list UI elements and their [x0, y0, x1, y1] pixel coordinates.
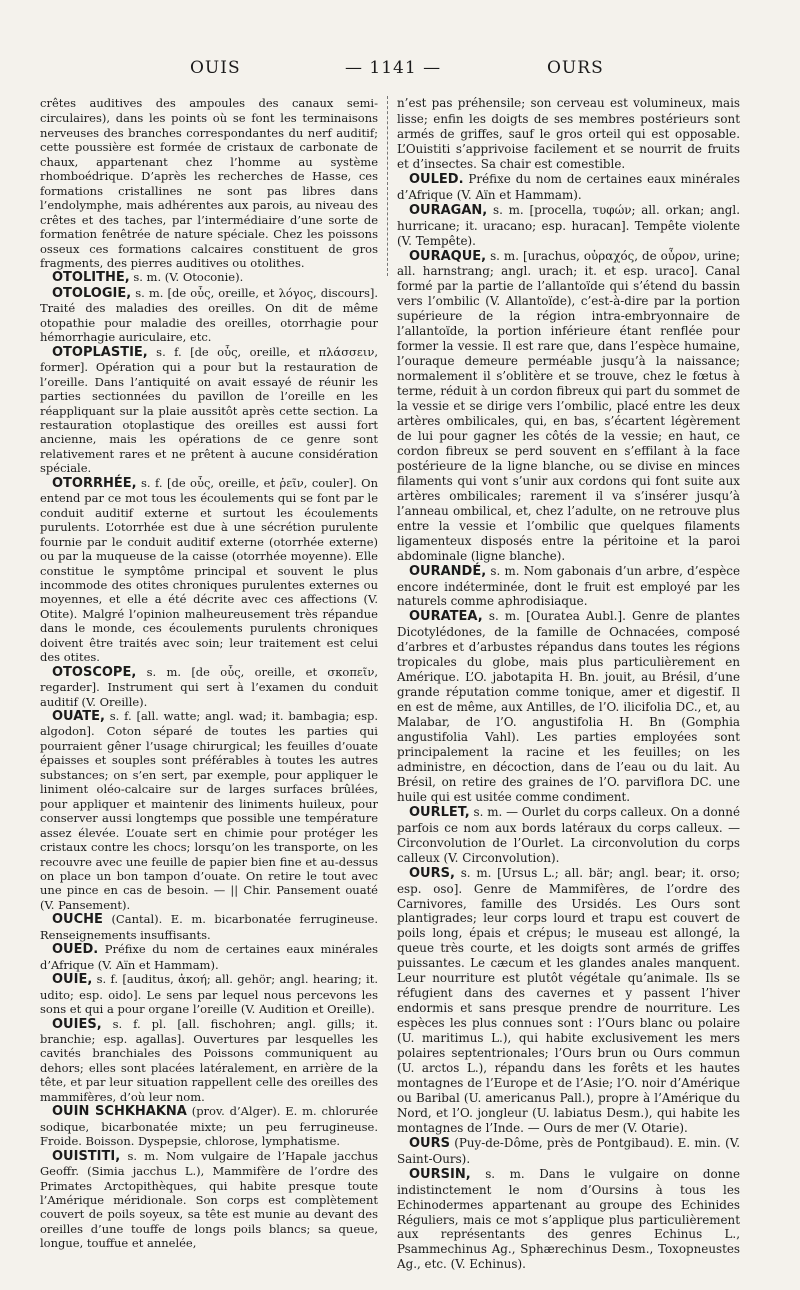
entry-paragraph [397, 172, 740, 203]
entry-text: s. m. Nom vulgaire de l’Hapale jacchus Geoffr. (Simia jacchus L.), Mammifère de l’ordre des Primates Arctopithèques, qui habite presque toute l’Amérique méridionale. Son corps est complètement couvert de poils soyeux, sa tête est munie au devant des oreilles d’une touffe de longs poils blancs; sa queue, longue, touffue et annelée, [40, 1148, 378, 1251]
entry-text: s. m. [de οὖς, oreille, et σκοπεῖν, regarder]. Instrument qui sert à l’examen du conduit auditif (V. Oreille). [40, 664, 378, 709]
entry-text: (Puy-de-Dôme, près de Pontgibaud). E. min. (V. Saint-Ours). [397, 1135, 740, 1166]
headword: OUATE, [52, 709, 105, 725]
entry-text: s. f. [all. watte; angl. wad; it. bambagia; esp. algodon]. Coton séparé de toutes les parties qui pourraient gêner l’usage chirurgical; les feuilles d’ouate épaisses et souples sont préférables à toutes les autres substances; on s’en sert, par exemple, pour appliquer le liniment oléo-calcaire sur de larges surfaces brûlées, pour appliquer et maintenir des liniments huileux, pour conserver aussi longtemps que possible une température assez élevée. L’ouate sert en chimie pour protéger les cristaux contre les chocs; lorsqu’on les transporte, on les recouvre avec une feuille de papier bien fine et au-dessus on place un bon tampon d’ouate. On retire le tout avec une pince en cas de besoin. — || Chir. Pansement ouaté (V. Pansement). [40, 709, 378, 912]
entry-paragraph [397, 96, 740, 172]
headword: OURS [409, 1135, 450, 1151]
entry-paragraph [40, 665, 378, 709]
entry-paragraph [40, 270, 378, 285]
entry-paragraph [397, 249, 740, 564]
headword: OURAGAN, [409, 202, 488, 218]
entry-paragraph [40, 96, 378, 270]
headword: OULED. [409, 171, 464, 187]
entry-paragraph [397, 805, 740, 866]
header-left-word: OUIS [190, 58, 241, 78]
headword: OUIE, [52, 972, 93, 988]
headword: OURSIN, [409, 1166, 471, 1182]
entry-text: s. m. (V. Otoconie). [133, 270, 244, 285]
entry-paragraph [40, 476, 378, 665]
entry-paragraph [40, 1017, 378, 1105]
header-right-word: OURS [547, 58, 604, 78]
entry-paragraph [40, 1104, 378, 1148]
entry-paragraph [397, 1136, 740, 1167]
headword: OTOLOGIE, [52, 285, 132, 301]
headword: OTOPLASTIE, [52, 344, 148, 360]
headword: OUCHE [52, 912, 103, 928]
entry-text: (Cantal). E. m. bicarbonatée ferrugineuse. Renseignements insuffisants. [40, 912, 378, 942]
entry-paragraph [40, 345, 378, 476]
headword: OTOLITHE, [52, 270, 130, 286]
entry-text: s. f. [de οὖς, oreille, et πλάσσειν, former]. Opération qui a pour but la restauration de l’oreille. Dans l’antiquité on avait essayé de réunir les parties sectionnées du pavillon de l’oreille en les réappliquant sur la plaie aussitôt après cette section. La restauration otoplastique des oreilles est aussi fort ancienne, mais les opérations de ce genre sont relativement rares et ne prêtent à aucune considération spéciale. [40, 344, 378, 476]
headword: OURAQUE, [409, 248, 487, 264]
entry-paragraph [397, 866, 740, 1136]
entry-paragraph [397, 564, 740, 610]
entry-text: n’est pas préhensile; son cerveau est volumineux, mais lisse; enfin les doigts de ses membres postérieurs sont armés de griffes, sauf le gros orteil qui est opposable. L’Ouistiti s’apprivoise facilement et se nourrit de fruits et d’insectes. Sa chair est comestible. [397, 96, 740, 171]
right-column [397, 96, 740, 1276]
entry-paragraph [40, 942, 378, 972]
entry-text: s. m. [urachus, οὐραχός, de οὖρον, urine; all. harnstrang; angl. urach; it. et esp. uraco]. Canal formé par la partie de l’allantoïde qui s’étend du bassin vers l’ombilic (V. Allantoïde), c’est-à-dire par la portion supérieure de la région intra-embryonnaire de l’allantoïde, la portion inférieure étant renflée pour former la vessie. Il est rare que, dans l’espèce humaine, l’ouraque demeure perméable jusqu’à la naissance; normalement il s’oblitère et se trouve, chez le fœtus à terme, réduit à un cordon fibreux qui part du sommet de la vessie et se dirige vers l’ombilic, placé entre les deux artères ombilicales, qui, en bas, s’écartent légèrement de lui pour gagner les côtés de la vessie; en haut, ce cordon fibreux se perd souvent en s’effilant à la face postérieure de la ligne blanche, ou se divise en minces filaments qui vont s’unir aux cordons qui font suite aux artères ombilicales; rarement il va s’insérer jusqu’à l’anneau ombilical, et, chez l’adulte, on ne retrouve plus entre la vessie et l’ombilic que quelques filaments ligamenteux disposés entre la péritoine et la paroi abdominale (ligne blanche). [397, 248, 740, 563]
column-divider [387, 96, 388, 276]
entry-paragraph [40, 1149, 378, 1251]
headword: OTOSCOPE, [52, 664, 137, 680]
entry-text: s. m. — Ourlet du corps calleux. On a donné parfois ce nom aux bords latéraux du corps calleux. — Circonvolution de l’Ourlet. La circonvolution du corps calleux (V. Circonvolution). [397, 804, 740, 865]
page-number: — 1141 — [345, 58, 442, 78]
headword: OURS, [409, 865, 455, 881]
entry-paragraph [397, 1167, 740, 1273]
entry-text: Préfixe du nom de certaines eaux minérales d’Afrique (V. Aïn et Hammam). [397, 171, 740, 202]
entry-paragraph [397, 203, 740, 249]
headword: OUIES, [52, 1016, 102, 1032]
entry-text: Préfixe du nom de certaines eaux minérales d’Afrique (V. Aïn et Hammam). [40, 942, 378, 972]
headword: OURLET, [409, 804, 470, 820]
running-header [0, 58, 800, 88]
entry-paragraph [40, 972, 378, 1016]
headword: OUIN SCHKHAKNA [52, 1104, 187, 1120]
entry-text: s. m. Nom gabonais d’un arbre, d’espèce encore indéterminée, dont le fruit est employé par les naturels comme aphrodisiaque. [397, 563, 740, 609]
headword: OUISTITI, [52, 1148, 121, 1164]
left-column [40, 96, 378, 1276]
entry-text: crêtes auditives des ampoules des canaux semi-circulaires), dans les points où se font les terminaisons nerveuses des branches correspondantes du nerf auditif; cette poussière est formée de cristaux de carbonate de chaux, appartenant chez l’homme au système rhomboédrique. D’après les recherches de Hasse, ces formations cristallines ne sont pas libres dans l’endolymphe, mais adhérentes aux parois, au niveau des crêtes et des taches, par l’intermédiaire d’une sorte de formation fenêtrée de nature spéciale. Chez les poissons osseux ces formations calcaires constituent de gros fragments, des pierres auditives ou otolithes. [40, 96, 378, 270]
entry-text: s. m. [Ouratea Aubl.]. Genre de plantes Dicotylédones, de la famille de Ochnacées, composé d’arbres et d’arbustes répandus dans toutes les régions tropicales du globe, mais plus particulièrement en Amérique. L’O. jabotapita H. Bn. jouit, au Brésil, d’une grande réputation comme tonique, amer et digestif. Il en est de même, aux Antilles, de l’O. ilicifolia DC., et, au Malabar, de l’O. angustifolia H. Bn (Gomphia angustifolia Vahl). Les parties employées sont principalement la racine et les feuilles; on les administre, en décoction, dans de l’eau ou du lait. Au Brésil, on retire des graines de l’O. parviflora DC. une huile qui est usitée comme condiment. [397, 609, 740, 804]
entry-text: s. m. Dans le vulgaire on donne indistinctement le nom d’Oursins à tous les Echinodermes appartenant au groupe des Echinides Réguliers, mais ce mot s’applique plus particulièrement aux représentants des genres Echinus L., Psammechinus Ag., Sphærechinus Desm., Toxopneustes Ag., etc. (V. Echinus). [397, 1166, 740, 1272]
entry-text: s. m. [procella, τυφών; all. orkan; angl. hurricane; it. uracano; esp. huracan]. Tempête violente (V. Tempête). [397, 202, 740, 248]
entry-text: s. m. [Ursus L.; all. bär; angl. bear; it. orso; esp. oso]. Genre de Mammifères, de l’ordre des Carnivores, famille des Ursidés. Les Ours sont plantigrades; leur corps lourd et trapu est couvert de poils long, épais et crépus; le museau est allongé, la queue très courte, et les doigts sont armés de griffes puissantes. Le cæcum et les glandes anales manquent. Leur nourriture est plutôt végétale qu’animale. Ils se réfugient dans des cavernes et y passent l’hiver endormis et sans presque prendre de nourriture. Les espèces les plus connues sont : l’Ours blanc ou polaire (U. maritimus L.), qui habite exclusivement les mers polaires septentrionales; l’Ours brun ou Ours commun (U. arctos L.), répandu dans les forêts et les hautes montagnes de l’Europe et de l’Asie; l’O. noir d’Amérique ou Baribal (U. americanus Pall.), propre à l’Amérique du Nord, et l’O. jongleur (U. labiatus Desm.), qui habite les montagnes de l’Inde. — Ours de mer (V. Otarie). [397, 865, 740, 1135]
headword: OUED. [52, 942, 99, 958]
entry-paragraph [40, 286, 378, 345]
entry-text: (prov. d’Alger). E. m. chlorurée sodique, bicarbonatée mixte; un peu ferrugineuse. Froide. Boisson. Dyspepsie, chlorose, lymphatisme. [40, 1104, 378, 1149]
entry-paragraph [40, 912, 378, 942]
entry-paragraph [397, 609, 740, 804]
entry-paragraph [40, 709, 378, 912]
entry-text: s. m. [de οὖς, oreille, et λόγος, discours]. Traité des maladies des oreilles. On dit de même otopathie pour maladie des oreilles, otorrhagie pour hémorrhagie auriculaire, etc. [40, 285, 378, 345]
entry-text: s. f. [auditus, ἀκοή; all. gehör; angl. hearing; it. udito; esp. oido]. Le sens par lequel nous percevons les sons et qui a pour organe l’oreille (V. Audition et Oreille). [40, 972, 378, 1017]
headword: OTORRHÉE, [52, 475, 137, 491]
headword: OURANDÉ, [409, 563, 487, 579]
headword: OURATEA, [409, 609, 483, 625]
entry-text: s. f. pl. [all. fischohren; angl. gills; it. branchie; esp. agallas]. Ouvertures par lesquelles les cavités branchiales des Poissons communiquent au dehors; elles sont placées latéralement, en arrière de la tête, et par leur situation rappellent celle des oreilles des mammifères, d’où leur nom. [40, 1016, 378, 1104]
entry-text: s. f. [de οὖς, oreille, et ῥεῖν, couler]. On entend par ce mot tous les écoulements qui se font par le conduit auditif externe et surtout les écoulements purulents. L’otorrhée est due à une sécrétion purulente fournie par le conduit auditif externe (otorrhée externe) ou par la muqueuse de la caisse (otorrhée moyenne). Elle constitue le symptôme principal et souvent le plus incommode des otites chroniques purulentes externes ou moyennes, et elle a été décrite avec ces affections (V. Otite). Malgré l’opinion malheureusement très répandue dans le monde, ces écoulements purulents chroniques doivent être traités avec soin; leur traitement est celui des otites. [40, 475, 378, 665]
